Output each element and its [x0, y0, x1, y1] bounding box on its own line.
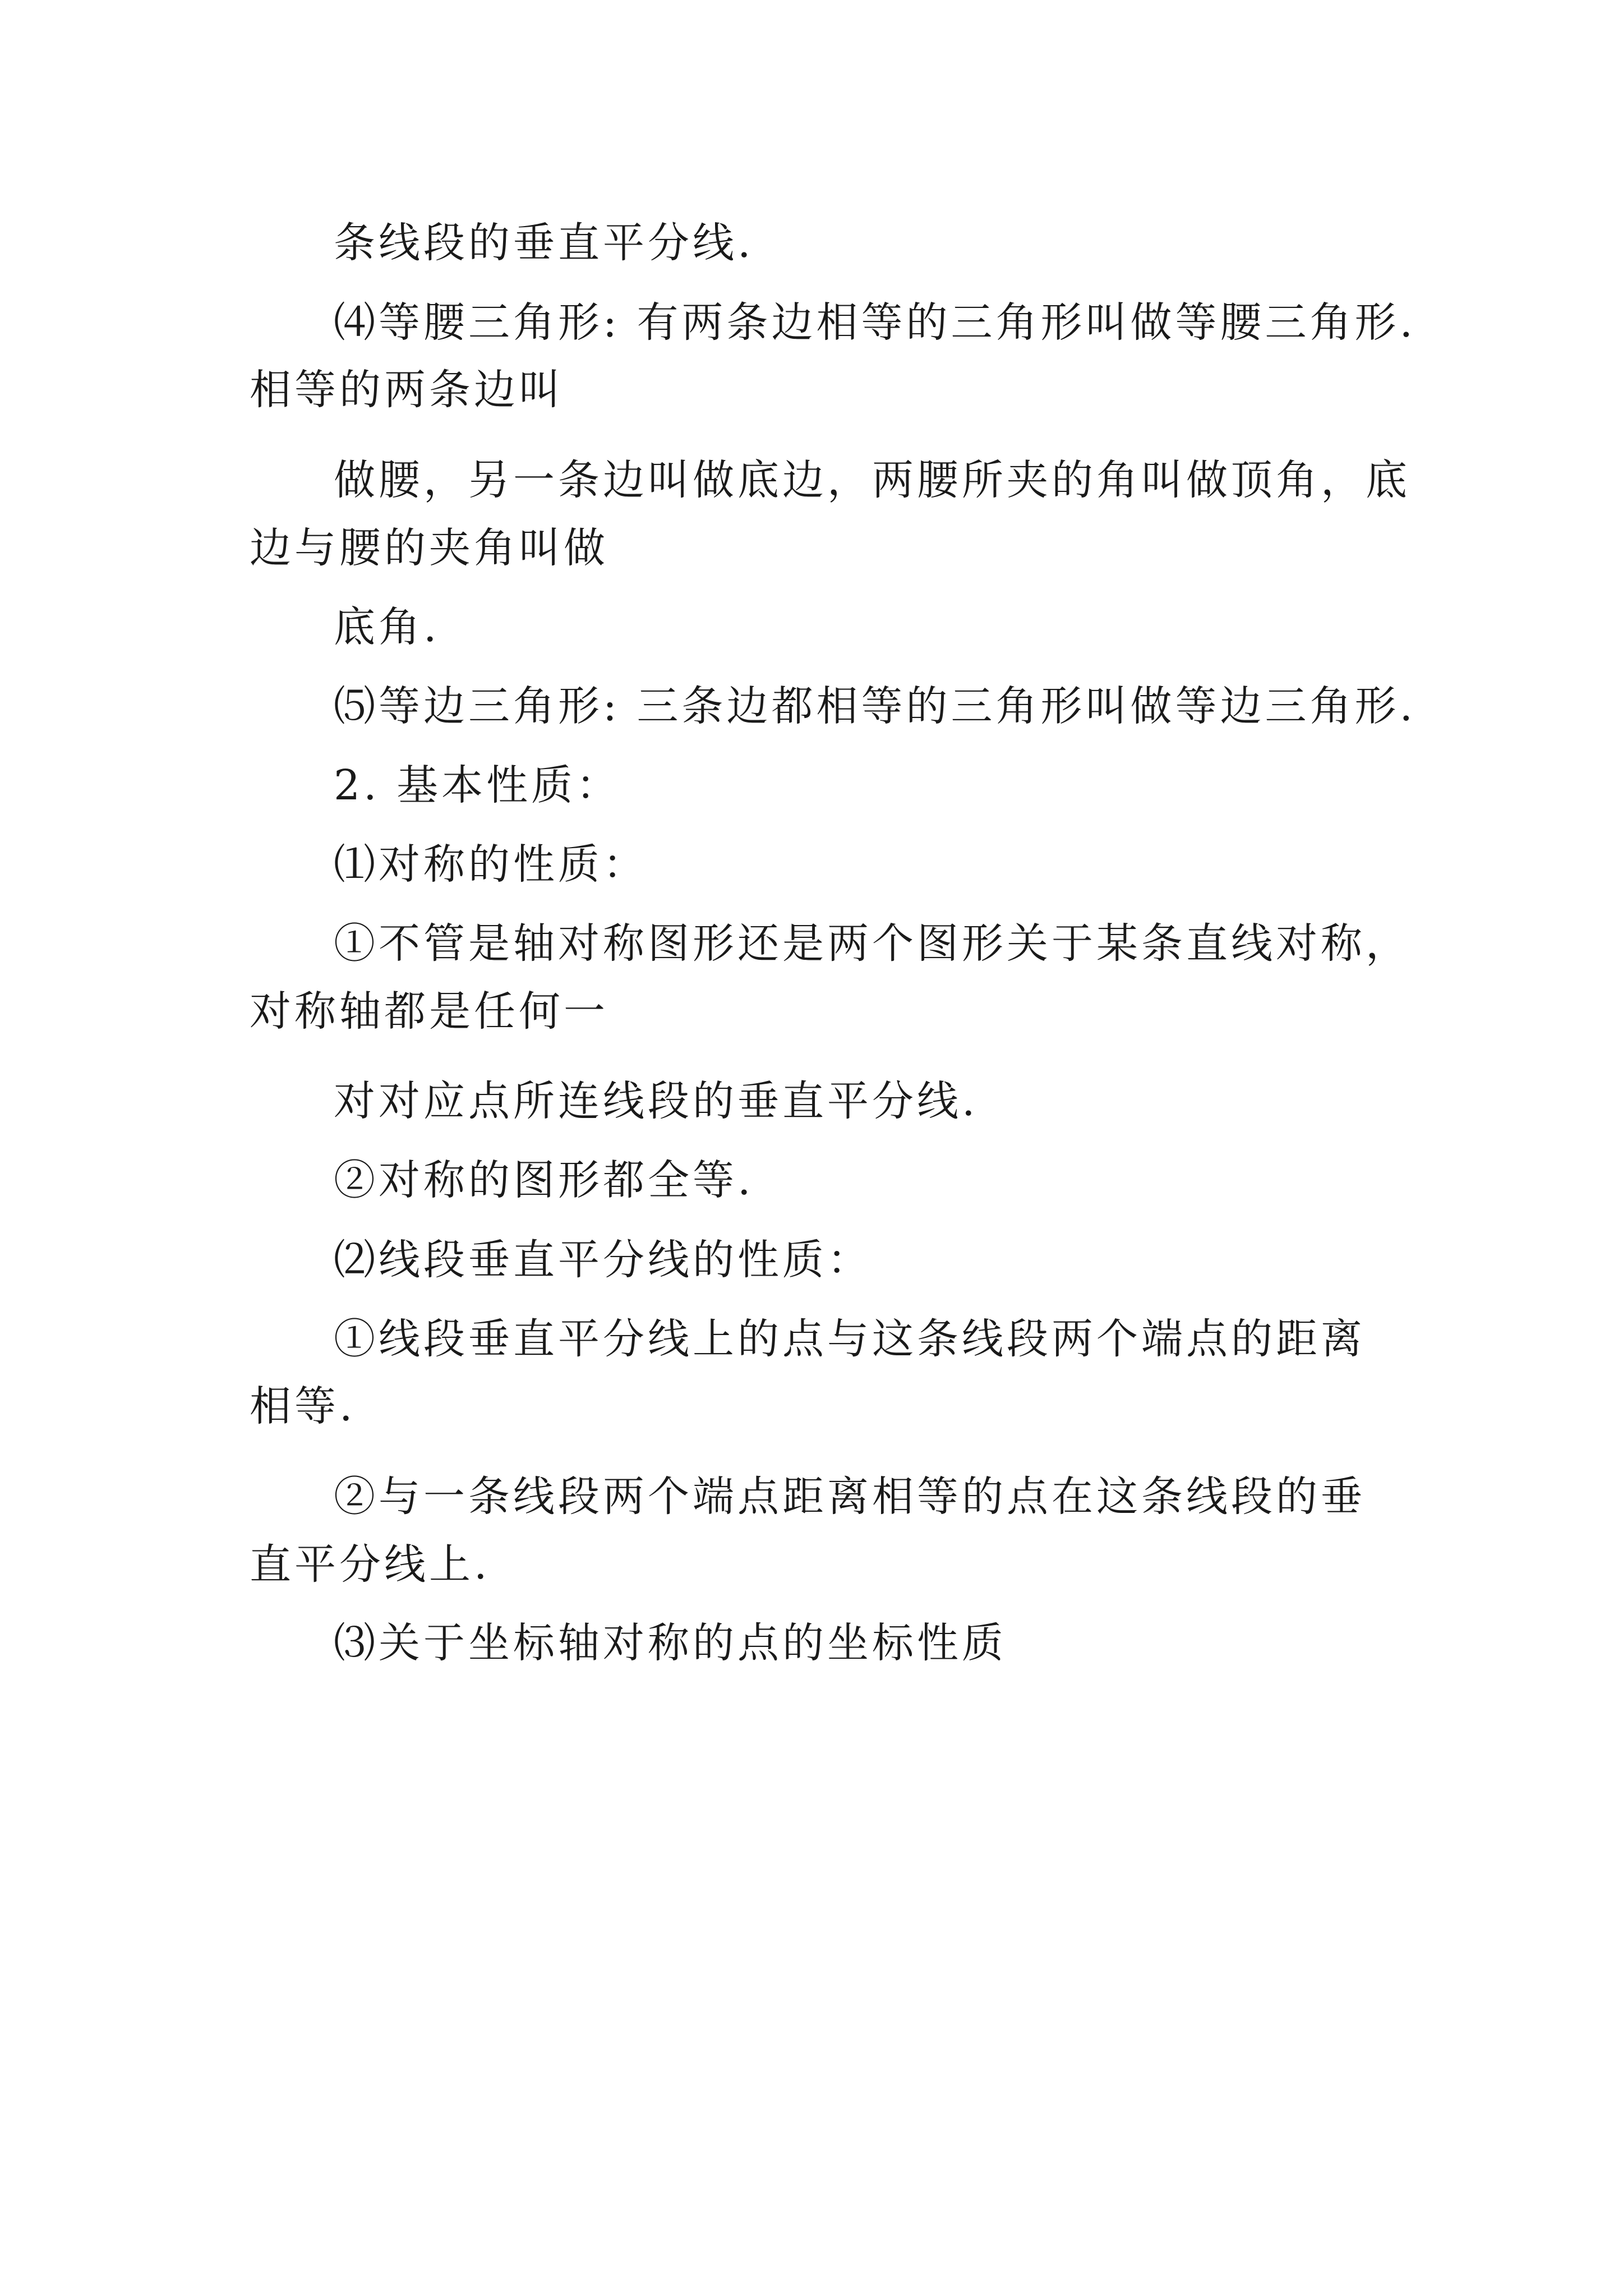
text-line: 相等的两条边叫 — [250, 366, 564, 414]
text-line: 边与腰的夹角叫做 — [250, 524, 608, 572]
text-line: 相等. — [250, 1382, 356, 1430]
text-line: 对对应点所连线段的垂直平分线. — [334, 1077, 979, 1125]
text-line: 条线段的垂直平分线. — [334, 219, 754, 267]
text-line: 2. 基本性质： — [334, 761, 621, 809]
text-line: ①线段垂直平分线上的点与这条线段两个端点的距离 — [334, 1315, 1366, 1363]
text-line: ⑴对称的性质： — [334, 840, 648, 889]
text-line: ⑸等边三角形: 三条边都相等的三角形叫做等边三角形. — [334, 682, 1416, 730]
text-line: 对称轴都是任何一 — [250, 987, 608, 1036]
text-line: ②对称的图形都全等. — [334, 1156, 754, 1204]
text-line: 做腰，另一条边叫做底边，两腰所夹的角叫做顶角，底 — [334, 456, 1410, 504]
text-line: ⑶关于坐标轴对称的点的坐标性质 — [334, 1619, 1007, 1667]
text-line: 直平分线上. — [250, 1540, 491, 1589]
text-line: ⑵线段垂直平分线的性质： — [334, 1236, 872, 1284]
text-line: ⑷等腰三角形: 有两条边相等的三角形叫做等腰三角形. — [334, 298, 1416, 347]
text-line: ②与一条线段两个端点距离相等的点在这条线段的垂 — [334, 1473, 1366, 1521]
text-line: ①不管是轴对称图形还是两个图形关于某条直线对称， — [334, 919, 1410, 968]
text-line: 底角. — [334, 603, 440, 651]
